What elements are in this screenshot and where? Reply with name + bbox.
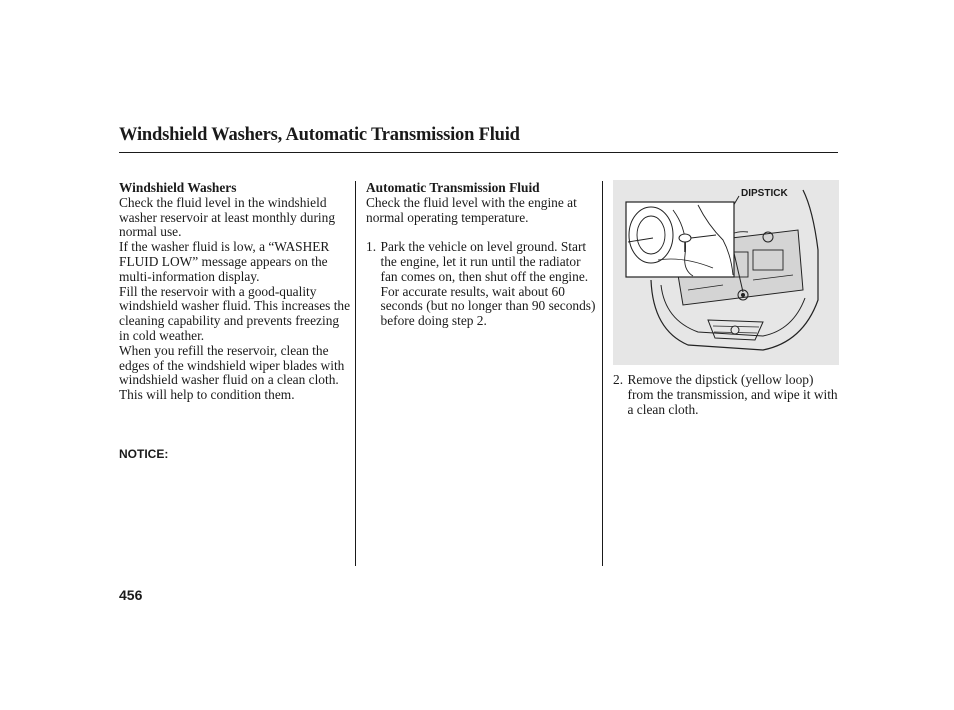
washers-paragraph: Fill the reservoir with a good-quality windshield washer fluid. This increases the cleaning capability and prevents freezing in cold weather.: [119, 283, 351, 343]
page-number: 456: [119, 587, 143, 603]
dipstick-callout: DIPSTICK: [741, 188, 788, 199]
engine-bay-figure: [613, 180, 839, 365]
step-number: 2.: [613, 372, 624, 387]
atf-intro: Check the fluid level with the engine at normal operating temperature.: [366, 194, 577, 225]
washers-paragraph: When you refill the reservoir, clean the edges of the windshield wiper blades with windshield washer fluid on a clean cloth. This will help to condition them.: [119, 342, 345, 403]
atf-step-column: [613, 373, 841, 417]
atf-step: [366, 240, 598, 329]
column-divider: [602, 181, 603, 566]
spacer: [366, 225, 598, 240]
step-number: 1.: [366, 239, 377, 255]
engine-bay-illustration: [613, 180, 839, 365]
atf-step: [613, 373, 841, 417]
step-text: Remove the dipstick (yellow loop) from the transmission, and wipe it with a clean cloth.: [627, 372, 838, 417]
atf-column: [366, 181, 598, 329]
washers-paragraph: If the washer fluid is low, a “WASHER FLUID LOW” message appears on the multi-information display.: [119, 239, 330, 284]
washers-heading: Windshield Washers: [119, 180, 237, 195]
title-rule: [119, 152, 838, 153]
notice-label: NOTICE:: [119, 447, 169, 461]
page-title: Windshield Washers, Automatic Transmission Fluid: [119, 125, 520, 145]
washers-paragraph: Check the fluid level in the windshield washer reservoir at least monthly during normal use.: [119, 194, 336, 240]
column-divider: [355, 181, 356, 566]
step-text: Park the vehicle on level ground. Start the engine, let it run until the radiator fan comes on, then shut off the engine. For accurate results, wait about 60 seconds (but no longer than 90 seconds) before doing step 2.: [380, 239, 596, 329]
atf-heading: Automatic Transmission Fluid: [366, 180, 540, 195]
washers-column: [119, 181, 351, 403]
